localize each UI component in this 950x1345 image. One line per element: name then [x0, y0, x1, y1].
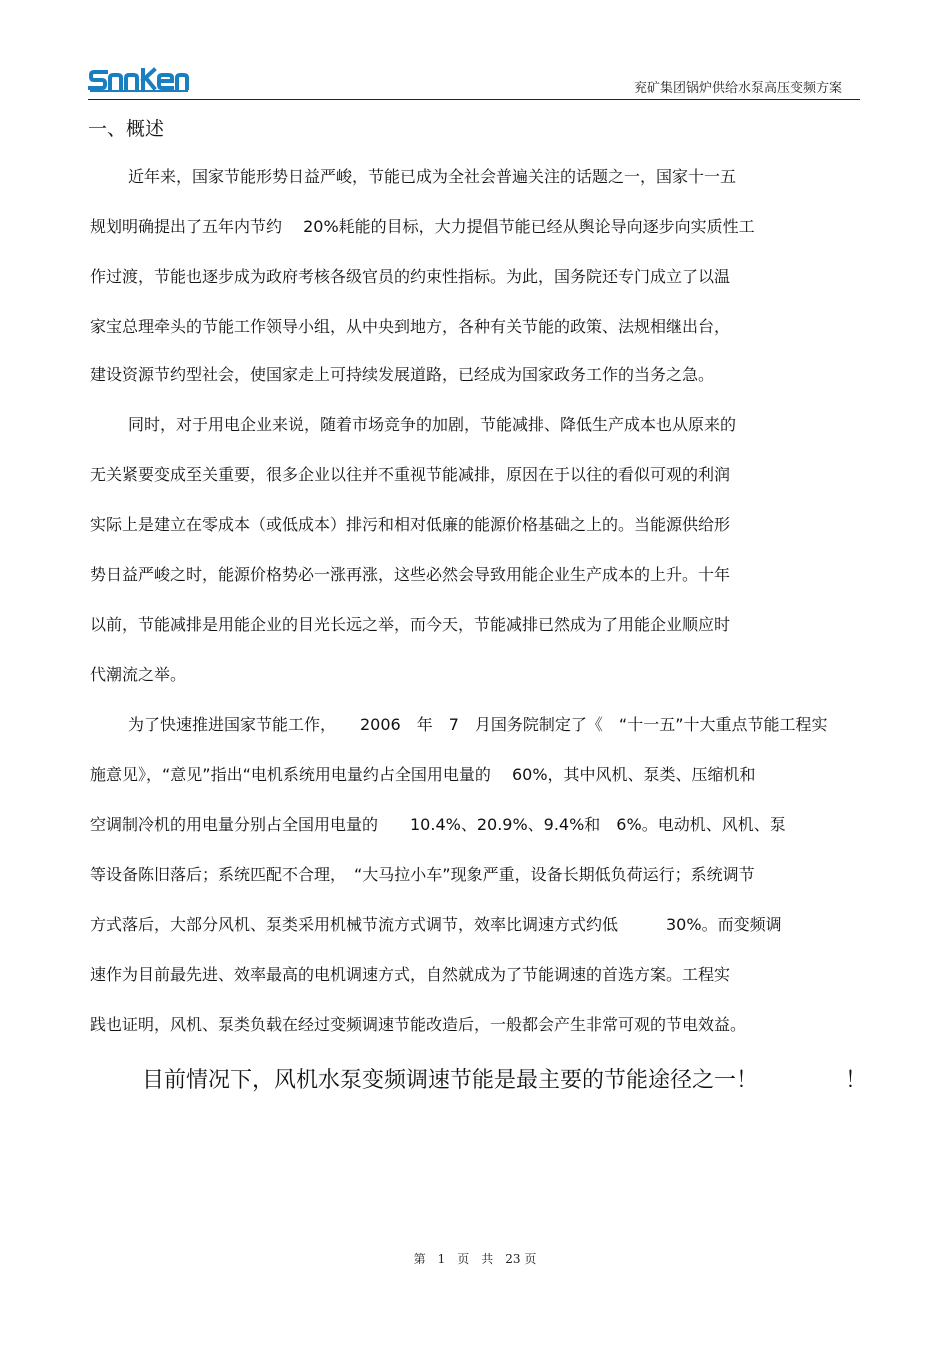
paragraph-line: 践也证明，风机、泵类负载在经过变频调速节能改造后，一般都会产生非常可观的节电效益。	[90, 1015, 747, 1034]
paragraph-line: 建设资源节约型社会，使国家走上可持续发展道路，已经成为国家政务工作的当务之急。	[90, 365, 715, 384]
document-header-title: 兖矿集团锅炉供给水泵高压变频方案	[633, 81, 842, 96]
section-heading: 一、概述	[88, 118, 165, 140]
paragraph-line: 实际上是建立在零成本（或低成本）排污和相对低廉的能源价格基础之上的。当能源供给形	[90, 515, 731, 534]
paragraph-line: 家宝总理牵头的节能工作领导小组，从中央到地方，各种有关节能的政策、法规相继出台，	[90, 317, 731, 336]
page-number: 第 1 页 共 23 页	[413, 1252, 537, 1266]
paragraph-line: 空调制冷机的用电量分别占全国用电量的 10.4%、20.9%、9.4%和 6%。电动机、风机、泵	[90, 815, 786, 834]
paragraph-line: 无关紧要变成至关重要，很多企业以往并不重视节能减排，原因在于以往的看似可观的利润	[90, 465, 731, 484]
paragraph-line: 为了快速推进国家节能工作， 2006 年 7 月国务院制定了《 “十一五”十大重点节能工程实	[128, 715, 828, 734]
paragraph-line: 势日益严峻之时，能源价格势必一涨再涨，这些必然会导致用能企业生产成本的上升。十年	[90, 565, 731, 584]
paragraph-line: 施意见》，“意见”指出“电机系统用电量约占全国用电量的 60%，其中风机、泵类、压缩机和	[90, 765, 756, 784]
emphasis-statement: 目前情况下，风机水泵变频调速节能是最主要的节能途径之一！	[142, 1068, 759, 1093]
paragraph-line: 代潮流之举。	[90, 665, 187, 684]
paragraph-line: 规划明确提出了五年内节约 20%耗能的目标，大力提倡节能已经从舆论导向逐步向实质性工	[90, 217, 755, 236]
sanken-logo	[88, 66, 190, 94]
paragraph-line: 速作为目前最先进、效率最高的电机调速方式，自然就成为了节能调速的首选方案。工程实	[90, 965, 731, 984]
paragraph-line: 等设备陈旧落后；系统匹配不合理， “大马拉小车”现象严重，设备长期低负荷运行；系统调节	[90, 865, 755, 884]
header-divider	[88, 99, 860, 100]
paragraph-line: 方式落后，大部分风机、泵类采用机械节流方式调节，效率比调速方式约低 30%。而变频调	[90, 915, 782, 934]
paragraph-line: 同时，对于用电企业来说，随着市场竞争的加剧，节能减排、降低生产成本也从原来的	[128, 415, 737, 434]
paragraph-line: 近年来，国家节能形势日益严峻，节能已成为全社会普遍关注的话题之一，国家十一五	[128, 167, 737, 186]
emphasis-trailing-mark: ！	[845, 1068, 868, 1093]
paragraph-line: 以前，节能减排是用能企业的目光长远之举，而今天，节能减排已然成为了用能企业顺应时	[90, 615, 731, 634]
paragraph-line: 作过渡，节能也逐步成为政府考核各级官员的约束性指标。为此，国务院还专门成立了以温	[90, 267, 731, 286]
